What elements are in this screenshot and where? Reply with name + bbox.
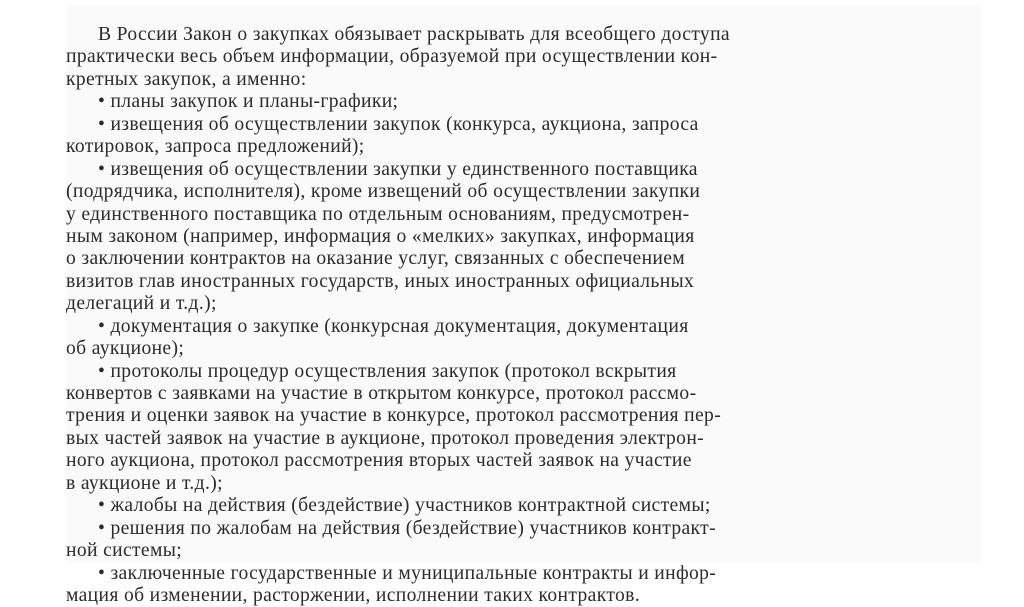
bullet-item-line: • документация о закупке (конкурсная документация, документация [98, 315, 689, 337]
bullet-item-line: • протоколы процедур осуществления закупок (протокол вскрытия [98, 360, 677, 382]
text-line: делегаций и т.д.); [66, 293, 217, 315]
text-line: мация об изменении, расторжении, исполнении таких контрактов. [66, 584, 640, 606]
text-line: об аукционе); [66, 338, 185, 360]
bullet-item-line: • жалобы на действия (бездействие) участников контрактной системы; [98, 495, 711, 517]
text-line: ным законом (например, информация о «мелких» закупках, информация [66, 225, 695, 247]
text-line: практически весь объем информации, образуемой при осуществлении кон- [66, 46, 718, 68]
text-line: визитов глав иностранных государств, иных иностранных официальных [66, 270, 695, 292]
text-line: вых частей заявок на участие в аукционе, протокол проведения электрон- [66, 427, 705, 449]
bullet-item-line: • извещения об осуществлении закупки у единственного поставщика [98, 158, 698, 180]
text-line: котировок, запроса предложений); [66, 136, 365, 158]
bullet-item-line: • извещения об осуществлении закупок (конкурса, аукциона, запроса [98, 113, 699, 135]
text-line: у единственного поставщика по отдельным основаниям, предусмотрен- [66, 203, 690, 225]
text-line: ной системы; [66, 540, 183, 562]
text-line: в аукционе и т.д.); [66, 472, 223, 494]
text-line: В России Закон о закупках обязывает раскрывать для всеобщего доступа [98, 24, 730, 45]
text-line: ного аукциона, протокол рассмотрения вторых частей заявок на участие [66, 450, 692, 472]
text-line: о заключении контрактов на оказание услуг, связанных с обеспечением [66, 248, 686, 270]
bullet-item-line: • планы закупок и планы-графики; [98, 91, 399, 113]
text-line: трения и оценки заявок на участие в конкурсе, протокол рассмотрения пер- [66, 405, 722, 427]
text-line: кретных закупок, а именно: [66, 68, 307, 90]
bullet-item-line: • заключенные государственные и муниципальные контракты и инфор- [98, 562, 717, 584]
text-line: конвертов с заявками на участие в открытом конкурсе, протокол рассмо- [66, 383, 697, 404]
document-text [66, 24, 982, 607]
bullet-item-line: • решения по жалобам на действия (бездействие) участников контракт- [98, 517, 716, 539]
text-line: (подрядчика, исполнителя), кроме извещений об осуществлении закупки [66, 181, 701, 203]
